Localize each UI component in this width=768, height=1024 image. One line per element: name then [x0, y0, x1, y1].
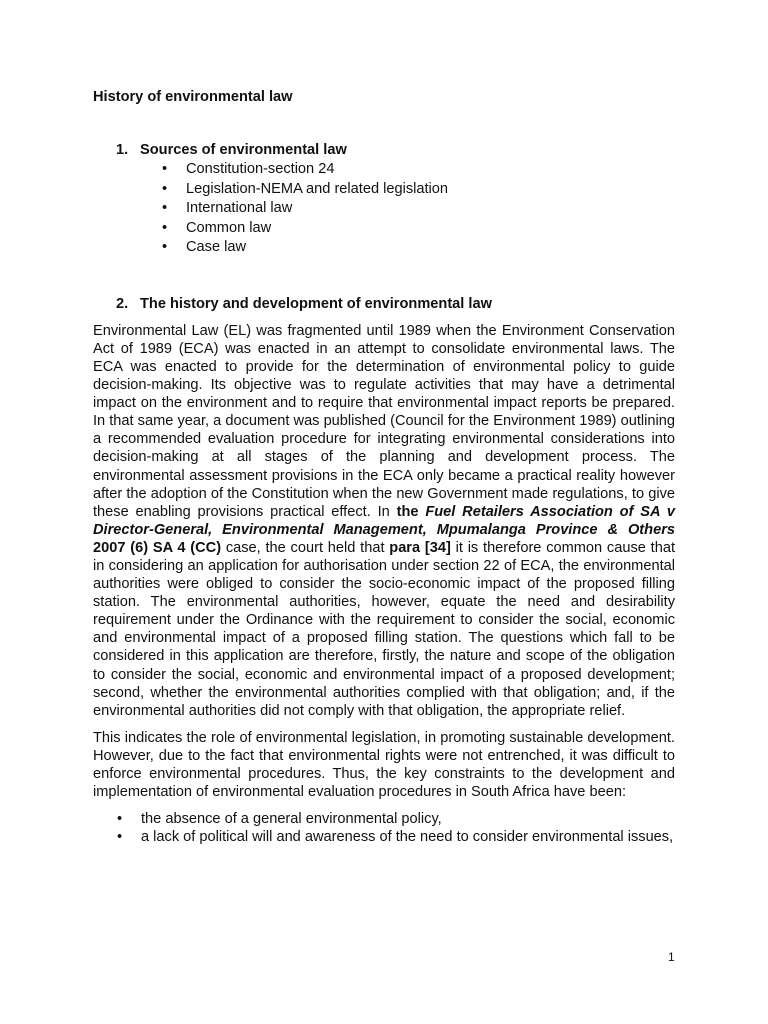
section-2-heading: [93, 295, 675, 313]
paragraph-text: it is therefore common cause that in considering an application for authorisation under section 22 of ECA, the environmental authorities were obliged to consider the socio-economic impact of the proposed filling station. The environmental authorities, however, equate the need and desirability requirement under the Ordinance with the requirement to consider the social, economic and environmental impact of a proposed filling station. The questions which fall to be considered in this application are therefore, firstly, the nature and scope of the obligation to consider the social, economic and environmental impact of a proposed development; second, whether the environmental authorities complied with that obligation; and, if the environmental authorities did not comply with that obligation, the appropriate relief.: [93, 539, 675, 719]
paragraph-reference: para [34]: [389, 539, 451, 556]
document-title: History of environmental law: [93, 89, 293, 105]
list-item: [117, 828, 675, 846]
list-item: [162, 160, 675, 180]
list-item-text: Case law: [186, 239, 247, 256]
paragraph-text: Environmental Law (EL) was fragmented until 1989 when the Environment Conservation Act of 1989 (ECA) was enacted in an attempt to consolidate environmental laws. The ECA was enacted to provide for the determination of environmental policy to guide decision-making. Its objective was to regulate activities that may have a detrimental impact on the environment and to require that environmental impact reports be prepared. In that same year, a document was published (Council for the Environment 1989) outlining a recommended evaluation procedure for integrating environmental considerations into decision-making at all stages of the planning and development process. The environmental assessment provisions in the ECA only became a practical reality however after the adoption of the Constitution when the new Government made regulations, to give these enabling provisions practical effect. In: [93, 322, 675, 520]
case-article: the: [396, 503, 426, 520]
list-item-text: International law: [186, 200, 293, 217]
case-citation: 2007 (6) SA 4 (CC): [93, 539, 222, 556]
constraints-list: [93, 810, 675, 846]
list-item: [162, 199, 675, 219]
bullet-icon: •: [162, 161, 168, 178]
bullet-icon: •: [162, 180, 168, 197]
list-item: [162, 238, 675, 258]
list-item-text: the absence of a general environmental policy,: [141, 811, 442, 828]
page-number: 1: [668, 950, 675, 964]
list-item: [117, 810, 675, 828]
section-1-number: 1.: [116, 142, 129, 159]
section-2-title: The history and development of environmental law: [140, 295, 492, 312]
list-item-text: Legislation-NEMA and related legislation: [186, 180, 449, 197]
section-1-heading: [93, 141, 675, 159]
bullet-icon: •: [117, 829, 123, 846]
bullet-icon: •: [117, 811, 123, 828]
constraints-intro-paragraph: This indicates the role of environmental legislation, in promoting sustainable development. However, due to the fact that environmental rights were not entrenched, it was difficult to enforce environmental procedures. Thus, the key constraints to the development and implementation of environmental evaluation procedures in South Africa have been:: [93, 729, 675, 801]
paragraph-text: case, the court held that: [221, 539, 390, 556]
list-item: [162, 219, 675, 239]
page-content: [93, 88, 675, 846]
case-name: Fuel Retailers Association of SA v Director-General, Environmental Management, Mpumalanga Province & Others: [93, 503, 675, 538]
bullet-icon: •: [162, 239, 168, 256]
sources-list: [93, 160, 675, 258]
list-item-text: Constitution-section 24: [186, 161, 335, 178]
section-1-title: Sources of environmental law: [140, 142, 347, 159]
list-item-text: a lack of political will and awareness of the need to consider environmental issues,: [141, 829, 674, 846]
list-item: [162, 180, 675, 200]
history-paragraph: [93, 322, 675, 720]
section-2-number: 2.: [116, 295, 129, 312]
bullet-icon: •: [162, 219, 168, 236]
bullet-icon: •: [162, 200, 168, 217]
list-item-text: Common law: [186, 219, 272, 236]
